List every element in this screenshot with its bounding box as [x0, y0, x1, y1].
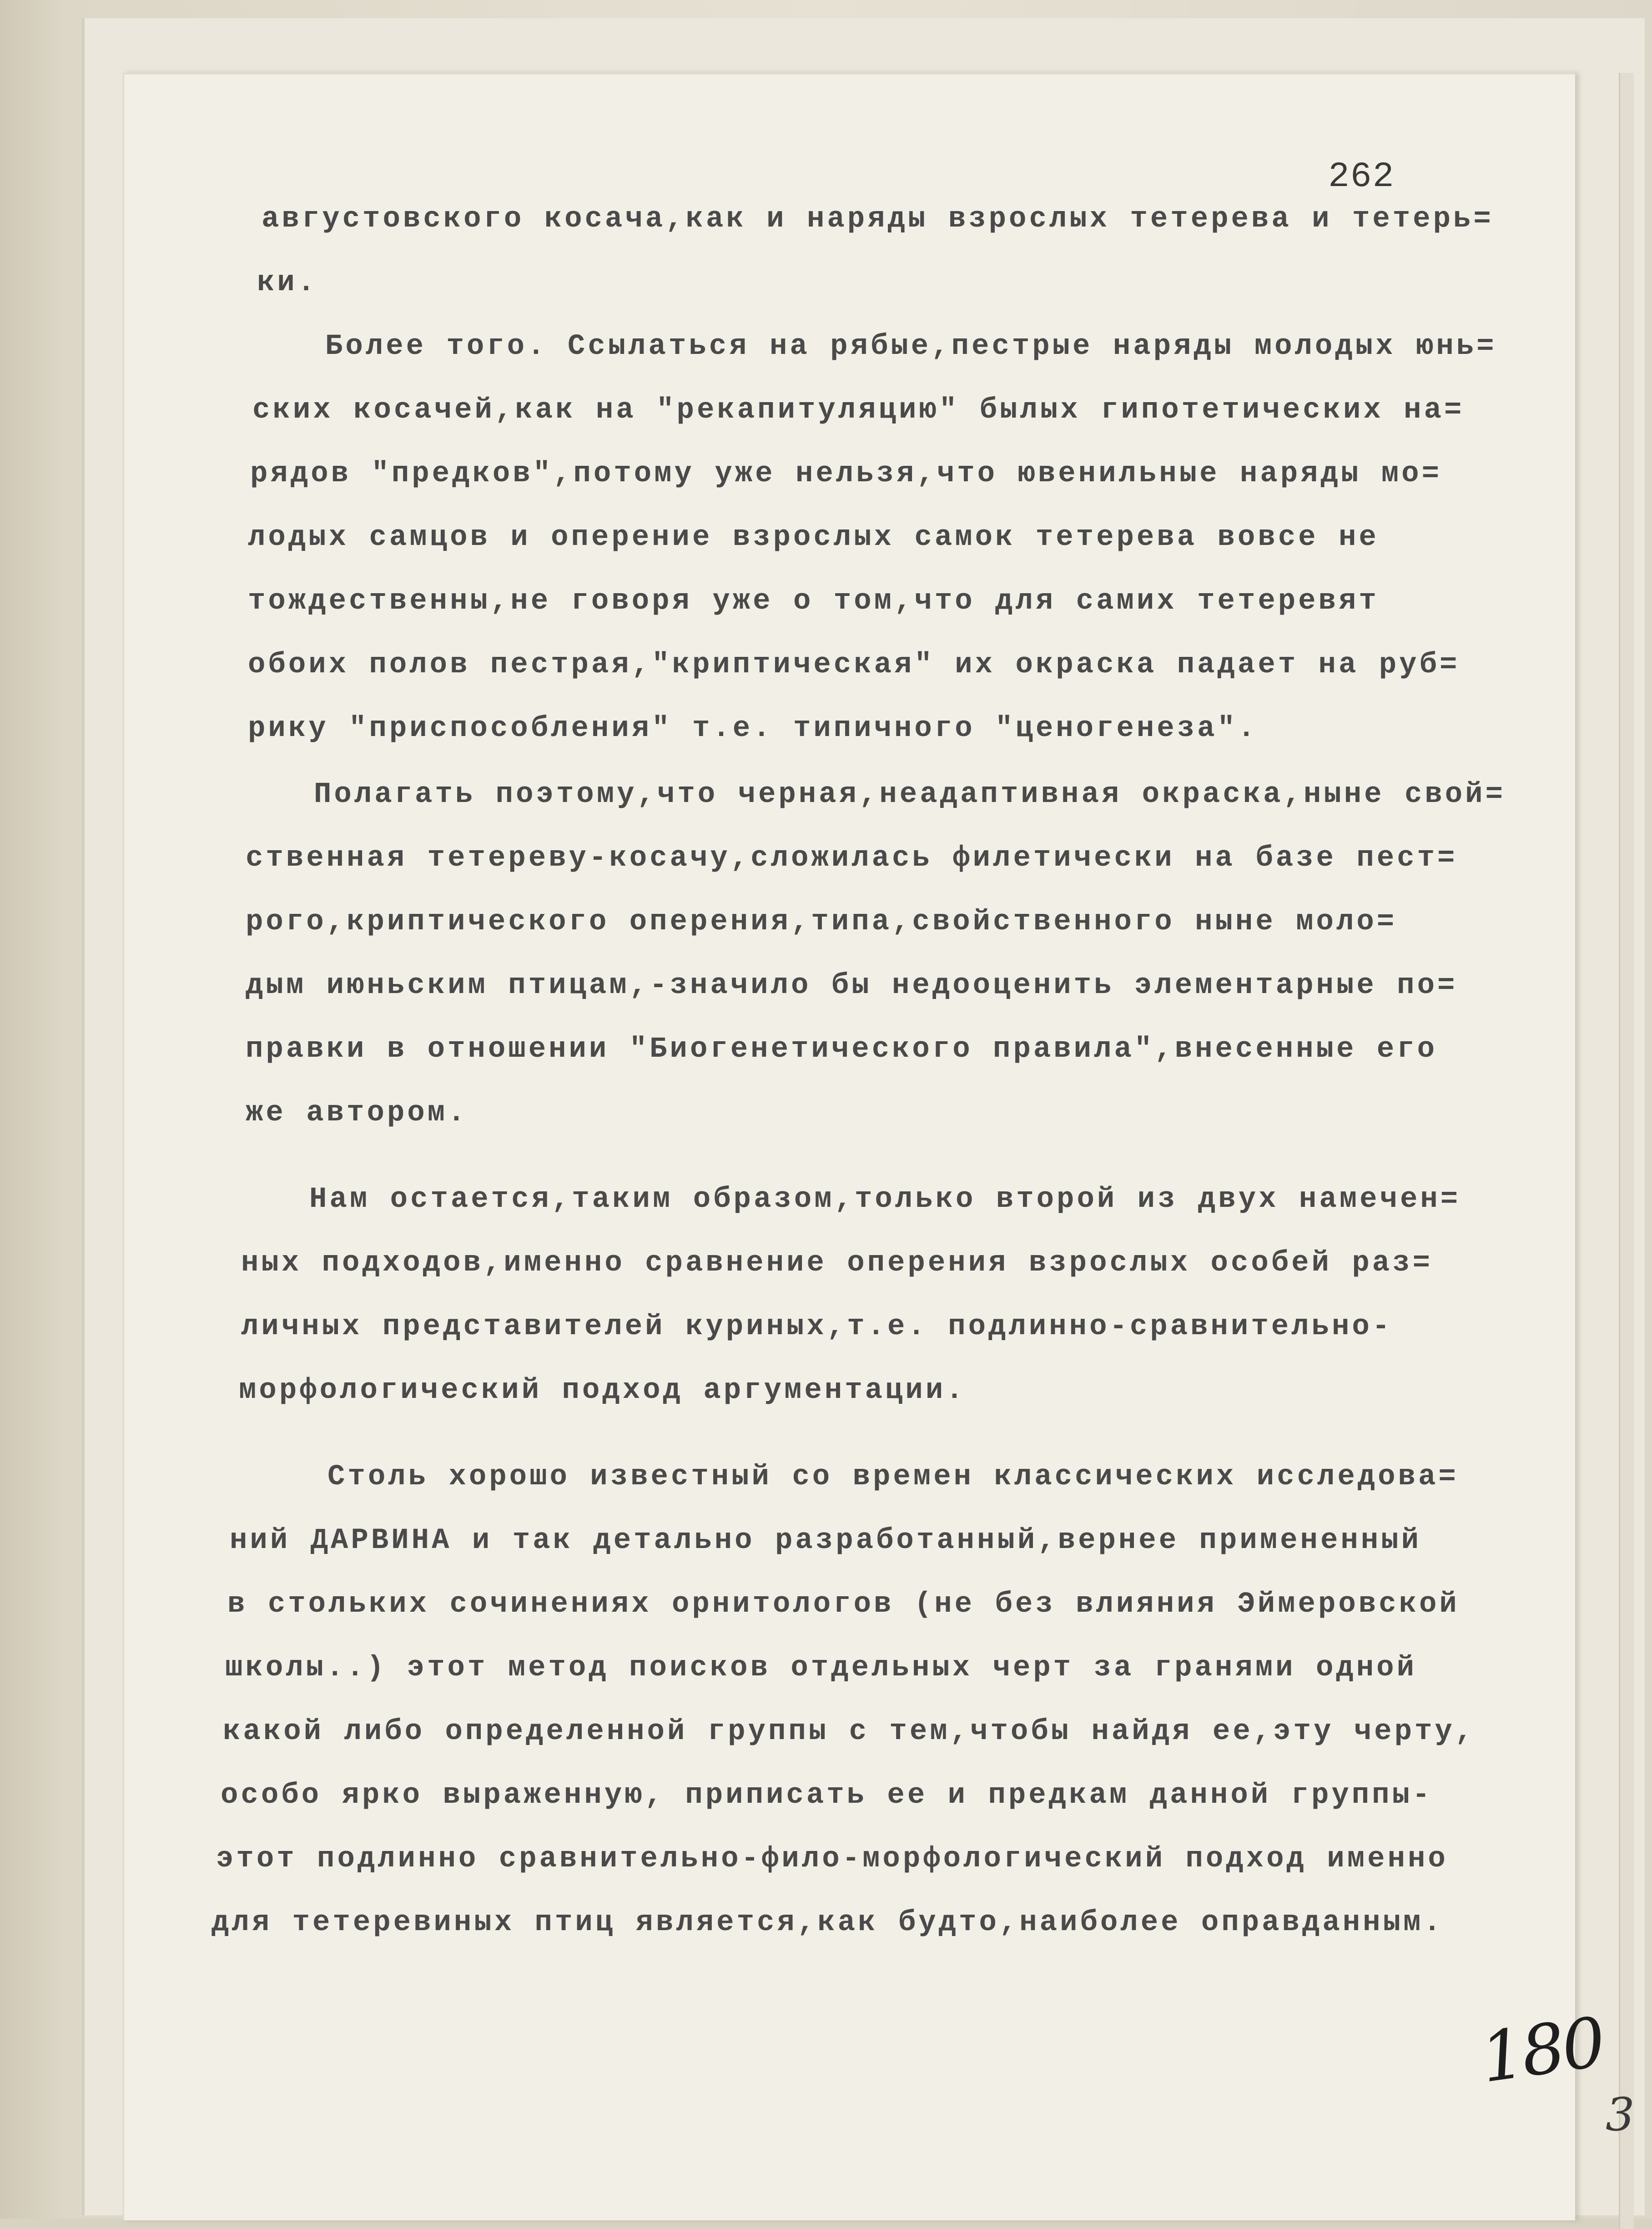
- text-line: особо ярко выраженную, приписать ее и предкам данной группы-: [221, 1779, 1433, 1812]
- text-line: Столь хорошо известный со времен классических исследова=: [327, 1461, 1459, 1493]
- text-line: этот подлинно сравнительно-фило-морфологический подход именно: [216, 1843, 1448, 1876]
- archive-folio-mark: 180: [1476, 2002, 1608, 2098]
- text-line: дым июньским птицам,-значило бы недооценить элементарные по=: [246, 969, 1458, 1002]
- page-number: 262: [1328, 157, 1395, 197]
- text-line: для тетеревиных птиц является,как будто,наиболее оправданным.: [212, 1906, 1444, 1939]
- text-line: Полагать поэтому,что черная,неадаптивная окраска,ныне свой=: [314, 778, 1506, 811]
- archive-folio-submark: 3: [1606, 2088, 1635, 2141]
- text-line: рого,криптического оперения,типа,свойственного ныне моло=: [246, 906, 1397, 938]
- text-line: ки.: [257, 267, 318, 299]
- text-line: августовского косача,как и наряды взрослых тетерева и тетерь=: [262, 203, 1494, 236]
- text-line: правки в отношении "Биогенетического правила",внесенные его: [246, 1033, 1437, 1066]
- text-line: Более того. Ссылаться на рябые,пестрые наряды молодых юнь=: [325, 330, 1497, 363]
- text-line: обоих полов пестрая,"криптическая" их окраска падает на руб=: [248, 649, 1460, 681]
- text-line: школы..) этот метод поисков отдельных черт за гранями одной: [225, 1652, 1417, 1684]
- text-line: рядов "предков",потому уже нельзя,что ювенильные наряды мо=: [250, 458, 1442, 490]
- text-line: личных представителей куриных,т.е. подлинно-сравнительно-: [241, 1311, 1393, 1343]
- text-line: лодых самцов и оперение взрослых самок тетерева вовсе не: [248, 521, 1379, 554]
- text-line: Нам остается,таким образом,только второй из двух намечен=: [309, 1183, 1461, 1216]
- text-line: ских косачей,как на "рекапитуляцию" былых гипотетических на=: [252, 394, 1465, 427]
- text-line: в стольких сочинениях орнитологов (не без влияния Эймеровской: [227, 1588, 1460, 1621]
- text-line: тождественны,не говоря уже о том,что для самих тетеревят: [248, 585, 1379, 618]
- text-line: морфологический подход аргументации.: [239, 1374, 966, 1407]
- text-line: рику "приспособления" т.е. типичного "ценогенеза".: [248, 712, 1258, 745]
- text-line: ственная тетереву-косачу,сложилась филетически на базе пест=: [246, 842, 1458, 875]
- text-line: же автором.: [246, 1097, 468, 1130]
- text-line: ний ДАРВИНА и так детально разработанный,вернее примененный: [230, 1524, 1421, 1557]
- text-line: ных подходов,именно сравнение оперения взрослых особей раз=: [241, 1247, 1433, 1280]
- text-line: какой либо определенной группы с тем,чтобы найдя ее,эту черту,: [223, 1715, 1476, 1748]
